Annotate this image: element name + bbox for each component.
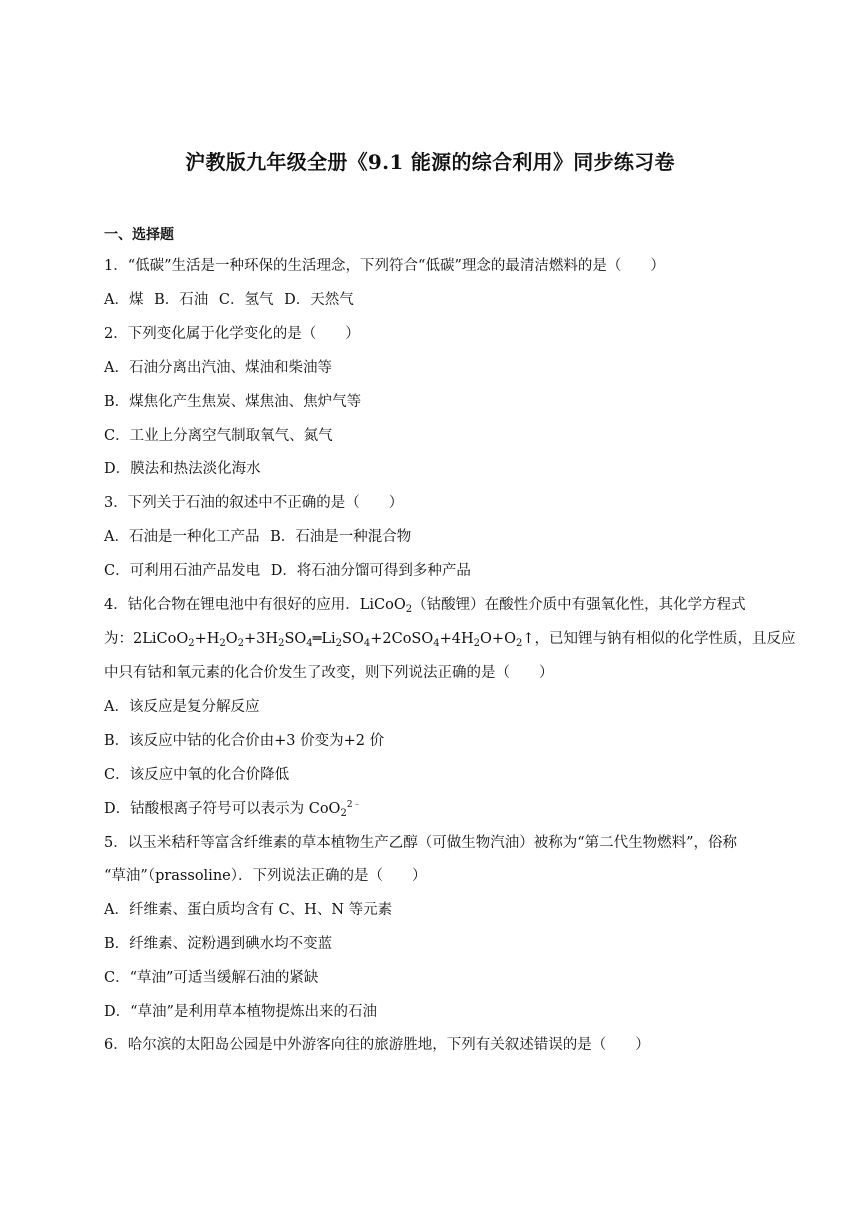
equation-subscript: 2 (278, 638, 285, 649)
equation-part: +2CoSO (370, 631, 434, 647)
q5-option-a: A．纤维素、蛋白质均含有 C、H、N 等元素 (104, 902, 393, 918)
q1-option-c: C．氢气 (218, 292, 274, 308)
q4-option-a: A．该反应是复分解反应 (104, 699, 260, 715)
equation-subscript: 2 (219, 638, 226, 649)
question-2-stem: 2．下列变化属于化学变化的是（ ） (104, 326, 360, 342)
equation-part: 为：2LiCoO (104, 631, 189, 647)
equation-subscript: 4 (306, 638, 313, 649)
q4-option-c: C．该反应中氧的化合价降低 (104, 767, 290, 783)
question-4-line-3: 中只有钴和氧元素的化合价发生了改变，则下列说法正确的是（ ） (104, 665, 554, 681)
section-heading: 一、选择题 (104, 227, 174, 243)
page-title: 沪教版九年级全册《9.1 能源的综合利用》同步练习卷 (185, 150, 675, 174)
q5-option-b: B．纤维素、淀粉遇到碘水均不变蓝 (104, 936, 333, 952)
equation-subscript: 4 (433, 638, 440, 649)
equation-part: +4H (439, 631, 474, 647)
question-5-line-1: 5．以玉米秸秆等富含纤维素的草本植物生产乙醇（可做生物汽油）被称为“第二代生物燃料”，俗称 (104, 835, 738, 851)
equation-part: ═Li (312, 631, 336, 647)
q4-subscript: 2 (405, 604, 413, 615)
q2-option-d: D．膜法和热法淡化海水 (104, 461, 261, 477)
equation-part: ↑，已知锂与钠有相似的化学性质，且反应 (522, 631, 796, 647)
question-4-line-1 (104, 595, 760, 615)
question-5-line-2: “草油”（prassoline）．下列说法正确的是（ ） (104, 868, 427, 884)
q5-option-c: C．“草油”可适当缓解石油的紧缺 (104, 970, 319, 986)
equation-subscript: 2 (237, 638, 245, 649)
q2-option-a: A．石油分离出汽油、煤油和柴油等 (104, 360, 332, 376)
q2-option-b: B．煤焦化产生焦炭、煤焦油、焦炉气等 (104, 394, 362, 410)
question-3-stem: 3．下列关于石油的叙述中不正确的是（ ） (104, 495, 404, 511)
q4-option-b: B．该反应中钴的化合价由+3 价变为+2 价 (104, 733, 385, 749)
q1-option-a: A．煤 (104, 292, 144, 308)
q4-option-d-text: D．钴酸根离子符号可以表示为 CoO (104, 801, 341, 817)
equation-part: SO (284, 631, 307, 647)
question-3-options-ab (104, 527, 760, 547)
equation-part: O (225, 631, 238, 647)
q3-option-a: A．石油是一种化工产品 (104, 529, 260, 545)
equation-subscript: 2 (335, 638, 343, 649)
equation-subscript: 4 (363, 638, 371, 649)
equation-part: O+O (480, 631, 516, 647)
q2-option-c: C．工业上分离空气制取氧气、氮气 (104, 428, 333, 444)
q4-text: 4．钴化合物在锂电池中有很好的应用．LiCoO (104, 597, 406, 613)
equation-part: +3H (244, 631, 279, 647)
q3-option-b: B．石油是一种混合物 (270, 529, 412, 545)
equation-part: +H (194, 631, 220, 647)
q4-option-d-charge: 2﹣ (346, 800, 362, 810)
q3-option-c: C．可利用石油产品发电 (104, 563, 261, 579)
question-6-stem: 6．哈尔滨的太阳岛公园是中外游客向往的旅游胜地，下列有关叙述错误的是（ ） (104, 1037, 650, 1053)
question-1-options (104, 290, 760, 310)
q1-option-b: B．石油 (154, 292, 209, 308)
equation-part: SO (342, 631, 364, 647)
q4-option-d-subscript: 2 (340, 808, 347, 819)
q3-option-d: D．将石油分馏可得到多种产品 (270, 563, 471, 579)
q1-option-d: D．天然气 (284, 292, 354, 308)
question-3-options-cd (104, 561, 760, 581)
question-4-equation-line (104, 629, 796, 649)
equation-subscript: 2 (188, 638, 195, 649)
q4-option-d (104, 799, 760, 819)
q5-option-d: D．“草油”是利用草本植物提炼出来的石油 (104, 1004, 377, 1020)
q4-text: （钴酸锂）在酸性介质中有强氧化性，其化学方程式 (412, 597, 746, 613)
question-1-stem: 1．“低碳”生活是一种环保的生活理念，下列符合“低碳”理念的最清洁燃料的是（ ） (104, 258, 665, 274)
equation-subscript: 2 (515, 638, 523, 649)
equation-subscript: 2 (473, 638, 481, 649)
